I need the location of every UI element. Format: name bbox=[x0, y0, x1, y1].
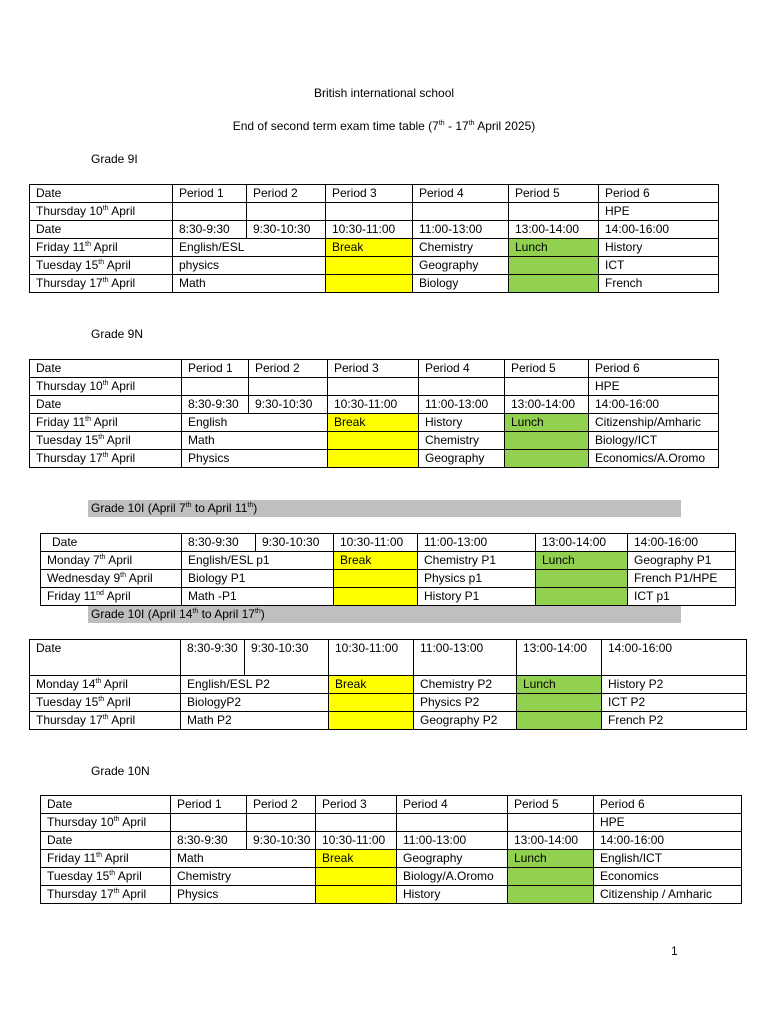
subject-cell: Chemistry bbox=[419, 432, 505, 450]
subject-cell: Geography bbox=[413, 257, 509, 275]
subject-cell: History P1 bbox=[418, 588, 536, 606]
subject-cell: Biology/A.Oromo bbox=[397, 868, 508, 886]
time-cell: 13:00-14:00 bbox=[536, 534, 628, 552]
subject-cell: Geography bbox=[419, 450, 505, 468]
subject-cell: Geography bbox=[397, 850, 508, 868]
break-cell bbox=[334, 570, 418, 588]
subject-cell: History bbox=[419, 414, 505, 432]
date-cell: Friday 11th April bbox=[30, 239, 173, 257]
subject-cell: Citizenship/Amharic bbox=[589, 414, 719, 432]
time-cell: Date bbox=[41, 534, 182, 552]
grade-10i-week1-band: Grade 10I (April 7th to April 11th) bbox=[88, 500, 681, 517]
grade-9n-table bbox=[29, 359, 719, 468]
subject-cell: Math bbox=[173, 275, 326, 293]
table-row bbox=[30, 239, 719, 257]
lunch-cell bbox=[517, 694, 602, 712]
time-cell: 13:00-14:00 bbox=[517, 640, 602, 676]
grade-10i-week2-band: Grade 10I (April 14th to April 17th) bbox=[88, 606, 681, 623]
time-cell: 10:30-11:00 bbox=[329, 640, 414, 676]
break-cell bbox=[326, 257, 413, 275]
time-cell: 14:00-16:00 bbox=[589, 396, 719, 414]
date-cell: Tuesday 15th April bbox=[30, 432, 182, 450]
time-cell: 8:30-9:30 bbox=[173, 221, 247, 239]
time-row bbox=[41, 832, 742, 850]
date-cell: Monday 14th April bbox=[30, 676, 181, 694]
table-row bbox=[30, 432, 719, 450]
header-cell: Period 2 bbox=[247, 185, 326, 203]
time-cell: 14:00-16:00 bbox=[594, 832, 742, 850]
header-cell: Period 1 bbox=[173, 185, 247, 203]
time-cell: 10:30-11:00 bbox=[334, 534, 418, 552]
date-cell: Thursday 10th April bbox=[41, 814, 171, 832]
header-cell: Period 6 bbox=[589, 360, 719, 378]
time-cell: 8:30-9:30 bbox=[182, 534, 256, 552]
time-cell: 11:00-13:00 bbox=[413, 221, 509, 239]
table-row bbox=[41, 552, 736, 570]
time-cell: 14:00-16:00 bbox=[599, 221, 719, 239]
time-cell: 13:00-14:00 bbox=[505, 396, 589, 414]
subject-cell: English/ESL bbox=[173, 239, 326, 257]
date-cell: Friday 11nd April bbox=[41, 588, 182, 606]
header-cell: Period 5 bbox=[508, 796, 594, 814]
header-cell: Period 3 bbox=[326, 185, 413, 203]
time-cell: 9:30-10:30 bbox=[249, 396, 328, 414]
time-cell: Date bbox=[41, 832, 171, 850]
subject-cell: Physics P2 bbox=[414, 694, 517, 712]
header-cell: Period 4 bbox=[413, 185, 509, 203]
table-header-row bbox=[30, 185, 719, 203]
subject-cell: Biology/ICT bbox=[589, 432, 719, 450]
header-cell: Period 2 bbox=[249, 360, 328, 378]
time-cell: 11:00-13:00 bbox=[419, 396, 505, 414]
subject-cell: History bbox=[599, 239, 719, 257]
lunch-cell bbox=[505, 450, 589, 468]
subject-cell: physics bbox=[173, 257, 326, 275]
break-cell: Break bbox=[316, 850, 397, 868]
break-cell: Break bbox=[329, 676, 414, 694]
subject-cell: ICT bbox=[599, 257, 719, 275]
subject-cell: Citizenship / Amharic bbox=[594, 886, 742, 904]
subject-cell: Math -P1 bbox=[182, 588, 334, 606]
lunch-cell bbox=[508, 868, 594, 886]
lunch-cell: Lunch bbox=[517, 676, 602, 694]
header-cell: Period 1 bbox=[171, 796, 247, 814]
time-cell: 13:00-14:00 bbox=[508, 832, 594, 850]
time-cell: 8:30-9:30 bbox=[181, 640, 245, 676]
time-cell: 10:30-11:00 bbox=[326, 221, 413, 239]
page-number: 1 bbox=[671, 944, 678, 958]
header-cell: Period 4 bbox=[419, 360, 505, 378]
date-cell: Wednesday 9th April bbox=[41, 570, 182, 588]
header-cell: Period 4 bbox=[397, 796, 508, 814]
subject-cell: ICT p1 bbox=[628, 588, 736, 606]
header-cell: Period 3 bbox=[328, 360, 419, 378]
date-cell: Monday 7th April bbox=[41, 552, 182, 570]
break-cell bbox=[328, 450, 419, 468]
date-cell: Tuesday 15th April bbox=[30, 694, 181, 712]
time-cell: 9:30-10:30 bbox=[256, 534, 334, 552]
header-cell: Period 1 bbox=[182, 360, 249, 378]
break-cell: Break bbox=[326, 239, 413, 257]
time-cell: 9:30-10:30 bbox=[247, 221, 326, 239]
subject-cell: French bbox=[599, 275, 719, 293]
document-title: End of second term exam time table (7th - 17th April 2025) bbox=[232, 119, 536, 133]
grade-9i-label: Grade 9I bbox=[91, 152, 138, 166]
table-row bbox=[41, 814, 742, 832]
subject-cell: Math P2 bbox=[181, 712, 329, 730]
subject-cell: Economics/A.Oromo bbox=[589, 450, 719, 468]
time-cell: 11:00-13:00 bbox=[414, 640, 517, 676]
break-cell bbox=[329, 712, 414, 730]
subject-cell: Physics bbox=[171, 886, 316, 904]
time-row bbox=[41, 534, 736, 552]
header-cell: Period 6 bbox=[599, 185, 719, 203]
time-row bbox=[30, 396, 719, 414]
header-cell: Period 6 bbox=[594, 796, 742, 814]
time-cell: 11:00-13:00 bbox=[418, 534, 536, 552]
subject-cell: English bbox=[182, 414, 328, 432]
table-row bbox=[30, 203, 719, 221]
break-cell bbox=[326, 275, 413, 293]
grade-10n-label: Grade 10N bbox=[91, 764, 150, 778]
date-cell: Thursday 10th April bbox=[30, 378, 182, 396]
school-name: British international school bbox=[313, 86, 455, 100]
lunch-cell: Lunch bbox=[508, 850, 594, 868]
table-row bbox=[41, 588, 736, 606]
grade-10i-week2-table bbox=[29, 639, 747, 730]
grade-9i-table bbox=[29, 184, 719, 293]
subject-cell: BiologyP2 bbox=[181, 694, 329, 712]
grade-10n-table bbox=[40, 795, 742, 904]
lunch-cell bbox=[536, 588, 628, 606]
date-cell: Tuesday 15th April bbox=[30, 257, 173, 275]
subject-cell: French P2 bbox=[602, 712, 747, 730]
header-cell: Period 5 bbox=[509, 185, 599, 203]
subject-cell: Biology P1 bbox=[182, 570, 334, 588]
header-cell: Date bbox=[41, 796, 171, 814]
lunch-cell: Lunch bbox=[505, 414, 589, 432]
time-cell: 9:30-10:30 bbox=[245, 640, 329, 676]
lunch-cell bbox=[517, 712, 602, 730]
subject-cell: French P1/HPE bbox=[628, 570, 736, 588]
table-row bbox=[30, 378, 719, 396]
date-cell: Thursday 17th April bbox=[30, 275, 173, 293]
time-cell: 10:30-11:00 bbox=[328, 396, 419, 414]
time-cell: 8:30-9:30 bbox=[171, 832, 247, 850]
time-row bbox=[30, 640, 747, 676]
subject-cell: English/ICT bbox=[594, 850, 742, 868]
date-cell: Tuesday 15th April bbox=[41, 868, 171, 886]
table-row bbox=[30, 275, 719, 293]
time-cell: 13:00-14:00 bbox=[509, 221, 599, 239]
subject-cell: Chemistry P1 bbox=[418, 552, 536, 570]
time-cell: 9:30-10:30 bbox=[247, 832, 316, 850]
subject-cell: Math bbox=[182, 432, 328, 450]
date-cell: Thursday 17th April bbox=[30, 450, 182, 468]
subject-cell: Biology bbox=[413, 275, 509, 293]
lunch-cell bbox=[509, 257, 599, 275]
grade-9n-label: Grade 9N bbox=[91, 327, 144, 341]
time-cell: Date bbox=[30, 221, 173, 239]
subject-cell: Chemistry bbox=[171, 868, 316, 886]
subject-cell: HPE bbox=[599, 203, 719, 221]
lunch-cell: Lunch bbox=[536, 552, 628, 570]
grade-10i-week1-table bbox=[40, 533, 736, 606]
subject-cell: Geography P2 bbox=[414, 712, 517, 730]
lunch-cell bbox=[508, 886, 594, 904]
subject-cell: Math bbox=[171, 850, 316, 868]
table-row bbox=[30, 414, 719, 432]
break-cell: Break bbox=[334, 552, 418, 570]
time-cell: 14:00-16:00 bbox=[628, 534, 736, 552]
table-row bbox=[41, 868, 742, 886]
lunch-cell: Lunch bbox=[509, 239, 599, 257]
subject-cell: HPE bbox=[594, 814, 742, 832]
subject-cell: Geography P1 bbox=[628, 552, 736, 570]
time-cell: 8:30-9:30 bbox=[182, 396, 249, 414]
lunch-cell bbox=[536, 570, 628, 588]
header-cell: Date bbox=[30, 185, 173, 203]
header-cell: Date bbox=[30, 360, 182, 378]
table-row bbox=[30, 694, 747, 712]
table-header-row bbox=[41, 796, 742, 814]
time-cell: Date bbox=[30, 396, 182, 414]
time-cell: 14:00-16:00 bbox=[602, 640, 747, 676]
subject-cell: HPE bbox=[589, 378, 719, 396]
break-cell bbox=[328, 432, 419, 450]
subject-cell: History bbox=[397, 886, 508, 904]
break-cell: Break bbox=[328, 414, 419, 432]
subject-cell: English/ESL P2 bbox=[181, 676, 329, 694]
break-cell bbox=[316, 868, 397, 886]
subject-cell: History P2 bbox=[602, 676, 747, 694]
header-cell: Period 5 bbox=[505, 360, 589, 378]
break-cell bbox=[334, 588, 418, 606]
table-row bbox=[41, 850, 742, 868]
break-cell bbox=[329, 694, 414, 712]
subject-cell: English/ESL p1 bbox=[182, 552, 334, 570]
header-cell: Period 2 bbox=[247, 796, 316, 814]
table-row bbox=[41, 570, 736, 588]
table-row bbox=[30, 257, 719, 275]
table-row bbox=[30, 450, 719, 468]
date-cell: Friday 11th April bbox=[41, 850, 171, 868]
date-cell: Thursday 10th April bbox=[30, 203, 173, 221]
table-row bbox=[30, 712, 747, 730]
subject-cell: Physics bbox=[182, 450, 328, 468]
time-row bbox=[30, 221, 719, 239]
header-cell: Period 3 bbox=[316, 796, 397, 814]
time-cell: 11:00-13:00 bbox=[397, 832, 508, 850]
table-header-row bbox=[30, 360, 719, 378]
lunch-cell bbox=[505, 432, 589, 450]
break-cell bbox=[316, 886, 397, 904]
date-cell: Thursday 17th April bbox=[30, 712, 181, 730]
time-cell: Date bbox=[30, 640, 181, 676]
subject-cell: Economics bbox=[594, 868, 742, 886]
date-cell: Thursday 17th April bbox=[41, 886, 171, 904]
table-row bbox=[41, 886, 742, 904]
lunch-cell bbox=[509, 275, 599, 293]
date-cell: Friday 11th April bbox=[30, 414, 182, 432]
subject-cell: Chemistry P2 bbox=[414, 676, 517, 694]
subject-cell: Chemistry bbox=[413, 239, 509, 257]
time-cell: 10:30-11:00 bbox=[316, 832, 397, 850]
subject-cell: ICT P2 bbox=[602, 694, 747, 712]
table-row bbox=[30, 676, 747, 694]
subject-cell: Physics p1 bbox=[418, 570, 536, 588]
